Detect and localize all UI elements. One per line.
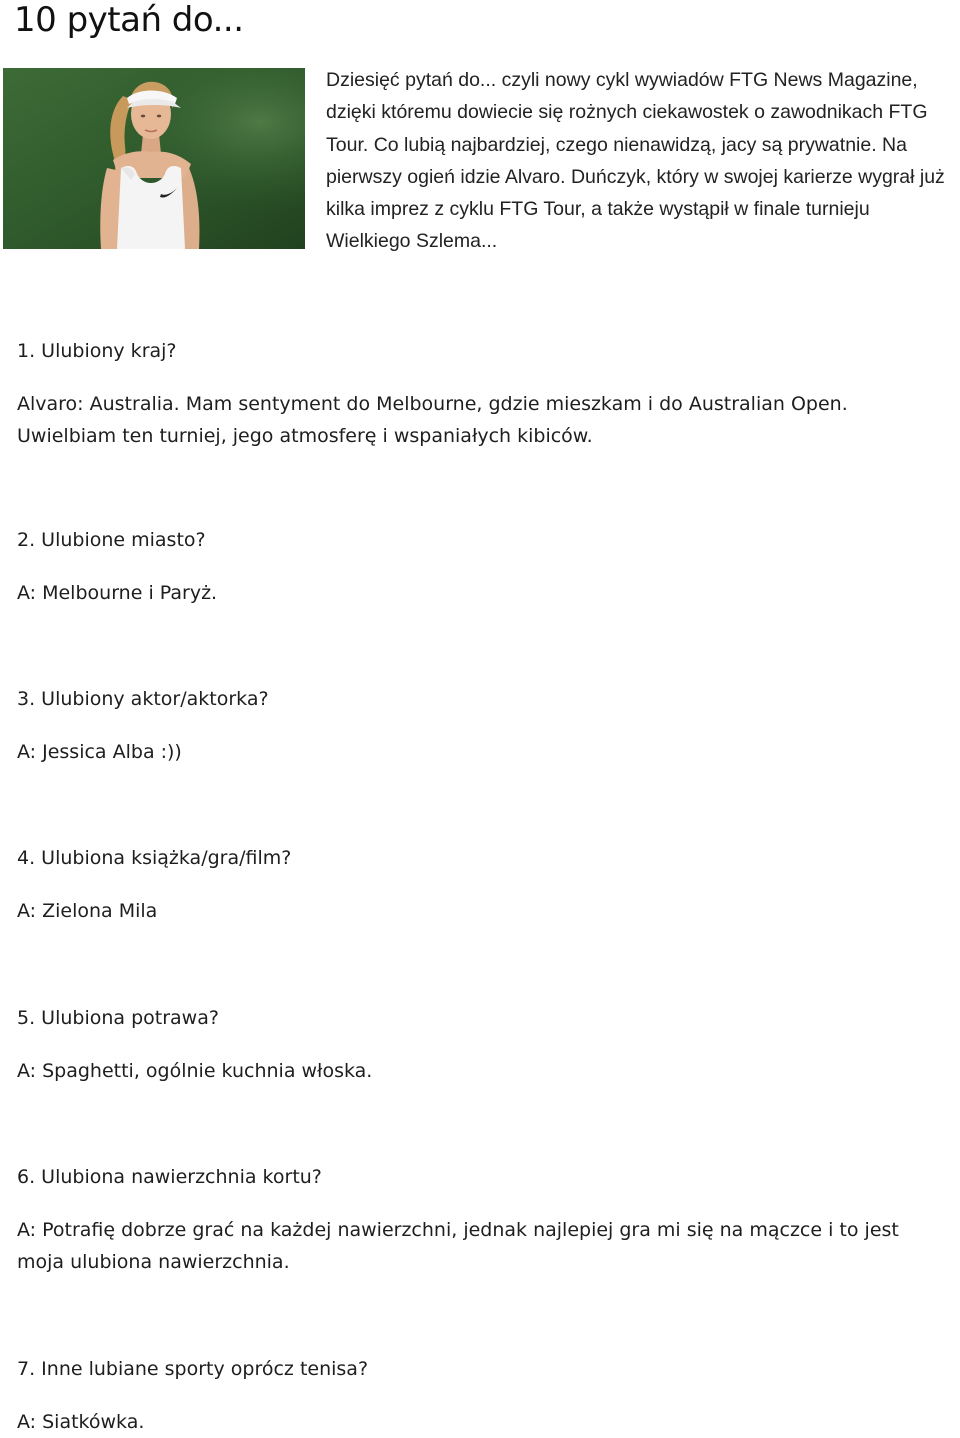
question: 4. Ulubiona książka/gra/film?	[17, 847, 292, 869]
qa-item-2	[17, 524, 947, 609]
page-title: 10 pytań do...	[14, 0, 244, 40]
question: 3. Ulubiony aktor/aktorka?	[17, 688, 269, 710]
answer: A: Potrafię dobrze grać na każdej nawierzchni, jednak najlepiej gra mi się na mączce i to jest moja ulubiona nawierzchnia.	[17, 1219, 899, 1273]
question: 5. Ulubiona potrawa?	[17, 1007, 219, 1029]
qa-item-1	[17, 335, 947, 452]
question: 7. Inne lubiane sporty oprócz tenisa?	[17, 1358, 369, 1380]
answer: A: Jessica Alba :))	[17, 741, 182, 763]
answer: A: Siatkówka.	[17, 1411, 145, 1433]
question: 6. Ulubiona nawierzchnia kortu?	[17, 1166, 322, 1188]
qa-item-4	[17, 842, 947, 927]
tennis-player-photo	[3, 68, 305, 249]
question: 1. Ulubiony kraj?	[17, 340, 177, 362]
answer: A: Zielona Mila	[17, 900, 158, 922]
answer: A: Spaghetti, ogólnie kuchnia włoska.	[17, 1060, 373, 1082]
qa-item-5	[17, 1002, 947, 1087]
intro-paragraph: Dziesięć pytań do... czyli nowy cykl wywiadów FTG News Magazine, dzięki któremu dowiecie się rożnych ciekawostek o zawodnikach FTG Tour. Co lubią najbardziej, czego nienawidzą, jacy są prywatnie. Na pierwszy ogień idzie Alvaro. Duńczyk, który w swojej karierze wygrał już kilka imprez z cyklu FTG Tour, a także wystąpił w finale turnieju Wielkiego Szlema...	[326, 69, 945, 253]
answer: A: Melbourne i Paryż.	[17, 582, 218, 604]
qa-item-7	[17, 1353, 947, 1438]
qa-item-3	[17, 683, 947, 768]
question: 2. Ulubione miasto?	[17, 529, 206, 551]
qa-item-6	[17, 1161, 947, 1278]
answer: Alvaro: Australia. Mam sentyment do Melbourne, gdzie mieszkam i do Australian Open. Uwielbiam ten turniej, jego atmosferę i wspaniałych kibiców.	[17, 393, 848, 447]
